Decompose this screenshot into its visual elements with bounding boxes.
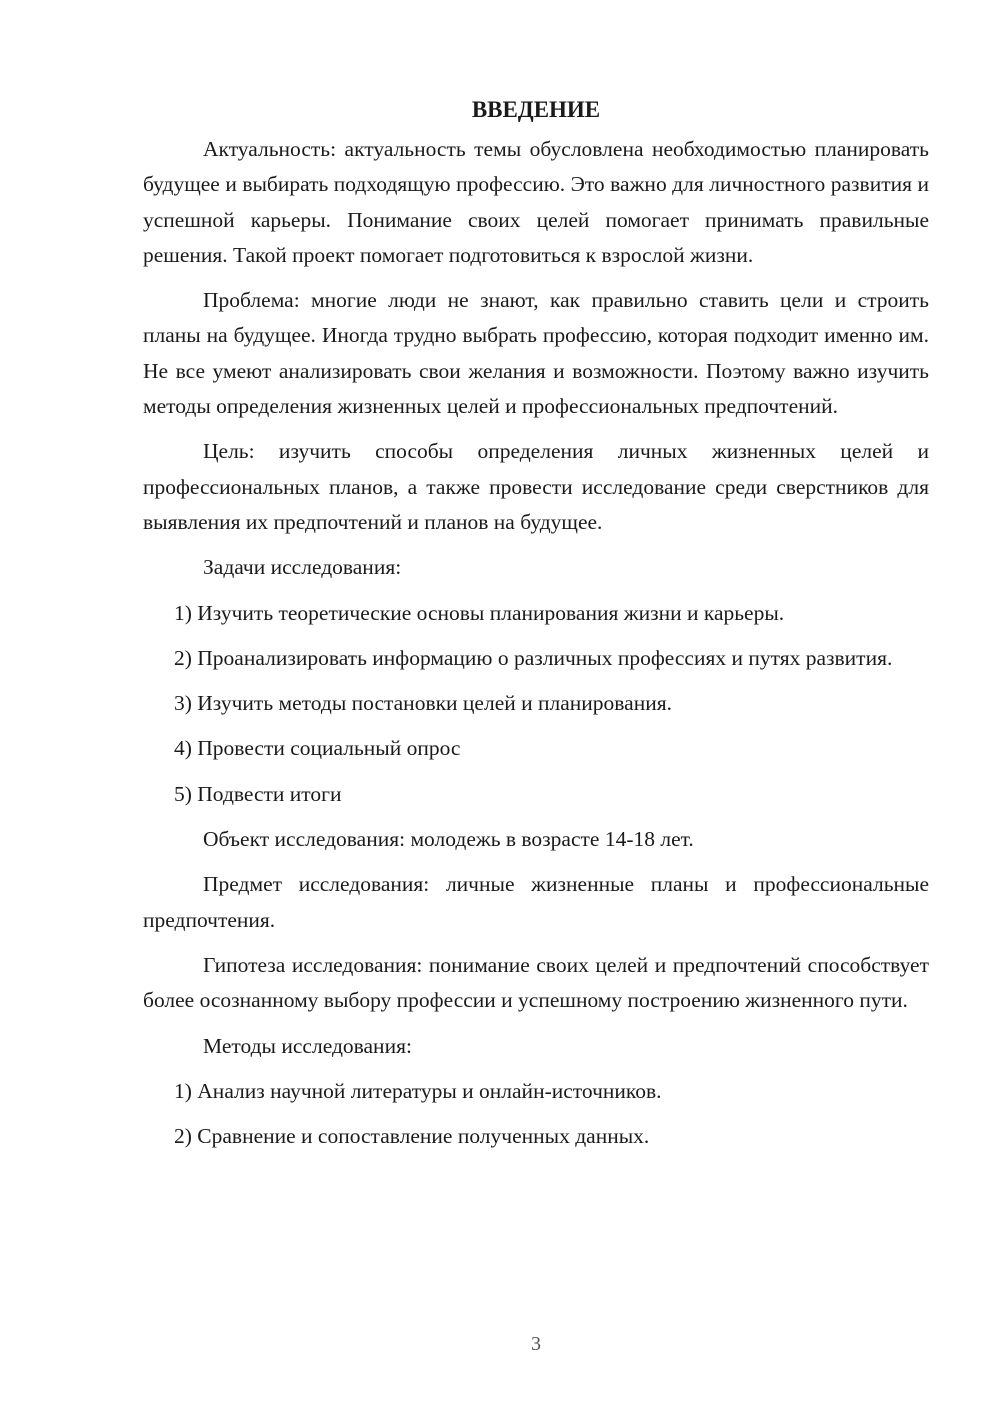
relevance-paragraph: Актуальность: актуальность темы обусловлена необходимостью планировать будущее и выбирать подходящую профессию. Это важно для личностного развития и успешной карьеры. Понимание своих целей помогает принимать правильные решения. Такой проект помогает подготовиться к взрослой жизни. [143, 137, 929, 267]
page-number: 3 [531, 1333, 541, 1355]
method-item-1: 1) Анализ научной литературы и онлайн-источников. [174, 1078, 662, 1103]
object-paragraph: Объект исследования: молодежь в возрасте 14-18 лет. [203, 827, 694, 852]
goal-paragraph: Цель: изучить способы определения личных жизненных целей и профессиональных планов, а также провести исследование среди сверстников для выявления их предпочтений и планов на будущее. [143, 439, 929, 534]
task-item-4: 4) Провести социальный опрос [174, 736, 461, 761]
tasks-title: Задачи исследования: [203, 555, 402, 580]
hypothesis-paragraph: Гипотеза исследования: понимание своих целей и предпочтений способствует более осознанному выбору профессии и успешному построению жизненного пути. [143, 952, 929, 1013]
section-heading: ВВЕДЕНИЕ [471, 97, 601, 122]
methods-title: Методы исследования: [203, 1033, 412, 1058]
task-item-3: 3) Изучить методы постановки целей и планирования. [174, 691, 672, 716]
subject-paragraph: Предмет исследования: личные жизненные планы и профессиональные предпочтения. [143, 872, 929, 932]
task-item-5: 5) Подвести итоги [174, 781, 342, 806]
task-item-1: 1) Изучить теоретические основы планирования жизни и карьеры. [174, 600, 785, 625]
method-item-2: 2) Сравнение и сопоставление полученных данных. [174, 1124, 650, 1149]
problem-paragraph: Проблема: многие люди не знают, как правильно ставить цели и строить планы на будущее. Иногда трудно выбрать профессию, которая подходит именно им. Не все умеют анализировать свои желания и возможности. Поэтому важно изучить методы определения жизненных целей и профессиональных предпочтений. [143, 288, 929, 419]
document-page [143, 92, 929, 1164]
task-item-2: 2) Проанализировать информацию о различных профессиях и путях развития. [174, 645, 893, 670]
